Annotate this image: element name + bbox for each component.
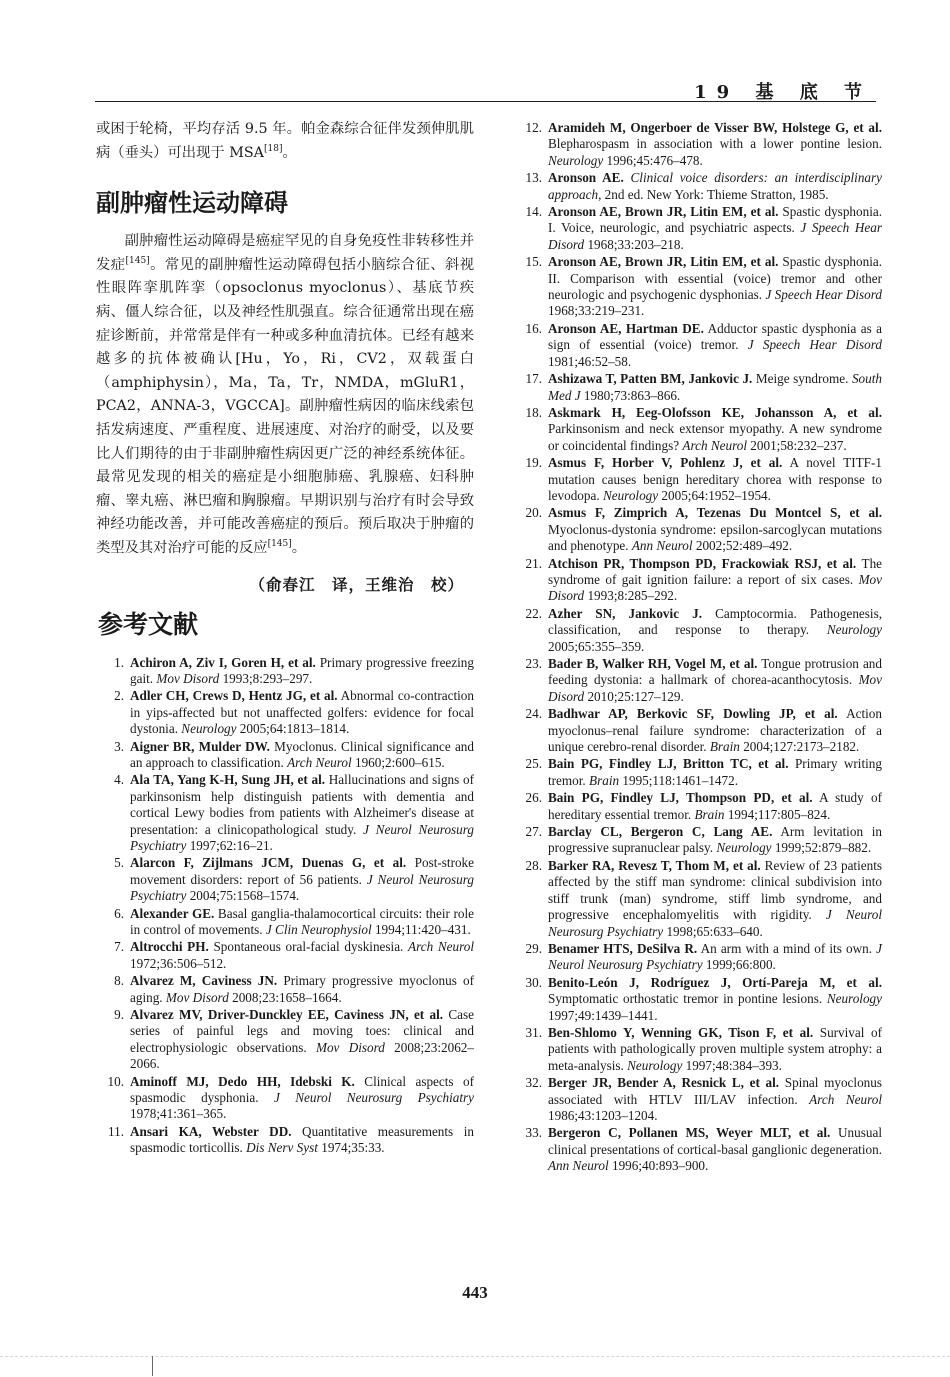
reference-details: 1997;48:384–393. bbox=[682, 1057, 782, 1073]
reference-number: 32. bbox=[525, 1075, 542, 1091]
reference-authors: Alexander GE. bbox=[130, 905, 215, 921]
intro-paragraph bbox=[96, 118, 474, 165]
reference-item bbox=[514, 706, 882, 755]
reference-item bbox=[514, 204, 882, 253]
reference-number: 2. bbox=[114, 688, 124, 704]
reference-details: 2004;127:2173–2182. bbox=[739, 739, 860, 755]
reference-title: Myoclonus. Clinical significance and an approach to classification. bbox=[130, 738, 474, 770]
reference-details: 1974;35:33. bbox=[317, 1140, 385, 1156]
reference-details: 1999;66:800. bbox=[702, 957, 776, 973]
reference-number: 31. bbox=[525, 1024, 542, 1040]
reference-authors: Bain PG, Findley LJ, Britton TC, et al. bbox=[548, 756, 789, 772]
body-text-1: 副肿瘤性运动障碍是癌症罕见的自身免疫性非转移性并发症 bbox=[96, 233, 474, 273]
reference-title: Case series of painful legs and moving toes: clinical and electrophysiologic observations. bbox=[130, 1007, 474, 1055]
reference-authors: Bain PG, Findley LJ, Thompson PD, et al. bbox=[548, 790, 813, 806]
reference-item bbox=[514, 756, 882, 789]
reference-authors: Asmus F, Zimprich A, Tezenas Du Montcel S, et al. bbox=[548, 505, 882, 521]
reference-journal: Arch Neurol bbox=[809, 1091, 882, 1107]
reference-details: 1995;118:1461–1472. bbox=[619, 772, 739, 788]
header-rule bbox=[95, 101, 876, 102]
left-column bbox=[96, 118, 474, 1158]
reference-number: 14. bbox=[525, 204, 542, 220]
section-title: 副肿瘤性运动障碍 bbox=[96, 189, 288, 218]
reference-details: 2005;65:355–359. bbox=[548, 638, 645, 654]
reference-item bbox=[96, 772, 474, 854]
reference-item bbox=[514, 254, 882, 320]
reference-journal: J Neurol Neurosurg Psychiatry bbox=[273, 1090, 474, 1106]
reference-title: Spinal myoclonus associated with HTLV III/LAV infection. bbox=[548, 1075, 882, 1107]
reference-item bbox=[514, 858, 882, 940]
reference-details: 1981;46:52–58. bbox=[548, 353, 632, 369]
reference-title: Survival of patients with pathologically proven multiple system atrophy: a meta-analysis. bbox=[548, 1024, 882, 1073]
reference-title: Unusual clinical presentations of cortical-basal ganglionic degeneration. bbox=[548, 1125, 882, 1157]
reference-journal: Mov Disord bbox=[315, 1039, 385, 1055]
reference-authors: Bergeron C, Pollanen MS, Weyer MLT, et al. bbox=[548, 1125, 831, 1141]
reference-details: 1997;62:16–21. bbox=[186, 837, 273, 853]
reference-authors: Aronson AE. bbox=[548, 170, 624, 186]
reference-item bbox=[96, 688, 474, 737]
reference-title: Myoclonus-dystonia syndrome: epsilon-sarcoglycan mutations and phenotype. bbox=[548, 521, 882, 554]
reference-title: Basal ganglia-thalamocortical circuits: their role in control of movements. bbox=[130, 905, 475, 937]
reference-details: , 2nd ed. New York: Thieme Stratton, 1985. bbox=[598, 186, 829, 202]
reference-journal: J Neurol Neurosurg Psychiatry bbox=[548, 907, 882, 939]
reference-details: 1994;117:805–824. bbox=[724, 806, 831, 822]
reference-title: Parkinsonism and neck extensor myopathy. A new syndrome or coincidental findings? bbox=[548, 421, 882, 453]
reference-authors: Benito-León J, Rodríguez J, Ortí-Pareja M, et al. bbox=[548, 974, 882, 990]
reference-authors: Ansari KA, Webster DD. bbox=[130, 1123, 292, 1139]
reference-number: 28. bbox=[525, 857, 542, 873]
reference-item bbox=[514, 556, 882, 605]
reference-details: 1980;73:863–866. bbox=[580, 387, 681, 403]
right-column bbox=[514, 120, 882, 1176]
reference-number: 12. bbox=[525, 120, 542, 135]
reference-number: 22. bbox=[525, 605, 542, 621]
reference-journal: Neurology bbox=[602, 487, 659, 503]
reference-item bbox=[96, 973, 474, 1006]
reference-details: 1986;43:1203–1204. bbox=[548, 1107, 658, 1123]
reference-title: An arm with a mind of its own. bbox=[697, 940, 877, 956]
reference-list-right bbox=[514, 120, 882, 1175]
body-text-2: 。常见的副肿瘤性运动障碍包括小脑综合征、斜视性眼阵挛肌阵挛（opsoclonus myoclonus）、基底节疾病、僵人综合征，以及神经性肌强直。综合征通常出现在癌症诊断前，并常常是伴有一种或多种血清抗体。已经有越来越多的抗体被确认[Hu，Yo，Ri，CV2，双载蛋白（amphiphysin），Ma，Ta，Tr，NMDA，mGluR1，PCA2，ANNA-3，VGCCA]。副肿瘤性病因的临床线索包括发病速度、严重程度、进展速度、对治疗的耐受，以及要比人们期待的由于非副肿瘤性病因更广泛的神经系统体征。最常见发现的相关的癌症是小细胞肺癌、乳腺癌、妇科肿瘤、睾丸癌、淋巴瘤和胸腺瘤。早期识别与治疗有时会导致神经功能改善，并可能改善癌症的预后。预后取决于肿瘤的类型及其对治疗可能的反应 bbox=[96, 256, 474, 556]
reference-title: Spontaneous oral-facial dyskinesia. bbox=[208, 939, 409, 955]
reference-title: Spastic dysphonia. II. Comparison with essential (voice) tremor and other neurologic and psychogenic dysphonias. bbox=[548, 254, 883, 303]
reference-authors: Alvarez MV, Driver-Dunckley EE, Caviness JN, et al. bbox=[130, 1007, 444, 1023]
reference-details: 1993;8:285–292. bbox=[584, 588, 678, 604]
reference-item bbox=[514, 790, 882, 823]
reference-item bbox=[514, 656, 882, 705]
page-number: 443 bbox=[462, 1283, 488, 1302]
reference-journal: Mov Disord bbox=[548, 672, 882, 704]
reference-authors: Azher SN, Jankovic J. bbox=[548, 605, 703, 621]
reference-number: 23. bbox=[525, 656, 542, 671]
citation: [145] bbox=[267, 539, 292, 550]
reference-item bbox=[514, 405, 882, 454]
reference-number: 5. bbox=[114, 855, 124, 871]
reference-authors: Altrocchi PH. bbox=[130, 939, 209, 955]
reference-number: 25. bbox=[525, 756, 542, 772]
reference-journal: Ann Neurol bbox=[548, 1158, 609, 1174]
reference-item bbox=[514, 1025, 882, 1074]
reference-title: Tongue protrusion and feeding dystonia: a hallmark of chorea-acanthocytosis. bbox=[548, 656, 882, 688]
reference-title: Primary writing tremor. bbox=[548, 756, 882, 788]
reference-authors: Ala TA, Yang K-H, Sung JH, et al. bbox=[130, 772, 326, 788]
reference-journal: Ann Neurol bbox=[631, 538, 693, 554]
reference-title: Blepharospasm in association with a lower pontine lesion. bbox=[548, 136, 882, 152]
body-paragraph bbox=[96, 230, 474, 560]
reference-details: 1999;52:879–882. bbox=[771, 840, 872, 856]
reference-journal: Neurology bbox=[181, 721, 237, 737]
reference-details: 1996;40:893–900. bbox=[608, 1158, 709, 1174]
reference-journal: Dis Nerv Syst bbox=[246, 1140, 318, 1156]
reference-authors: Ben-Shlomo Y, Wenning GK, Tison F, et al. bbox=[548, 1024, 814, 1040]
reference-number: 18. bbox=[525, 404, 542, 420]
reference-item bbox=[514, 505, 882, 554]
reference-details: 1994;11:420–431. bbox=[371, 922, 471, 937]
footer-divider bbox=[0, 1356, 950, 1357]
reference-item bbox=[96, 855, 474, 904]
reference-number: 13. bbox=[525, 170, 542, 186]
reference-title: Meige syndrome. bbox=[752, 371, 852, 387]
reference-number: 30. bbox=[525, 974, 542, 990]
reference-details: 1972;36:506–512. bbox=[130, 955, 227, 971]
reference-journal: J Clin Neurophysiol bbox=[265, 922, 372, 937]
reference-authors: Barker RA, Revesz T, Thom M, et al. bbox=[548, 857, 761, 873]
reference-authors: Benamer HTS, DeSilva R. bbox=[548, 940, 698, 956]
reference-number: 11. bbox=[108, 1123, 124, 1139]
reference-title: Adductor spastic dysphonia as a sign of essential (voice) tremor. bbox=[548, 320, 882, 353]
reference-details: 1993;8:293–297. bbox=[219, 670, 313, 686]
reference-list-left bbox=[96, 655, 474, 1157]
reference-journal: J Neurol Neurosurg Psychiatry bbox=[130, 821, 474, 853]
reference-number: 33. bbox=[525, 1125, 542, 1141]
reference-item bbox=[514, 371, 882, 404]
reference-title: Quantitative measurements in spasmodic torticollis. bbox=[130, 1123, 474, 1156]
reference-title: Symptomatic orthostatic tremor in pontine lesions. bbox=[548, 991, 827, 1007]
reference-number: 20. bbox=[525, 505, 542, 521]
reference-authors: Barclay CL, Bergeron C, Lang AE. bbox=[548, 824, 773, 840]
reference-authors: Adler CH, Crews D, Hentz JG, et al. bbox=[130, 688, 338, 704]
body-end: 。 bbox=[291, 539, 307, 556]
reference-journal: Mov Disord bbox=[548, 571, 882, 604]
reference-title: Review of 23 patients affected by the stiff man syndrome: clinical subdivision into stiff trunk (man) syndrome, stiff limb syndrome, and progressive encephalomyelitis with rigidity. bbox=[548, 857, 882, 923]
reference-title: Spastic dysphonia. I. Voice, neurologic, and psychiatric aspects. bbox=[548, 204, 883, 236]
reference-number: 8. bbox=[114, 973, 124, 989]
reference-number: 19. bbox=[525, 455, 542, 471]
reference-journal: Brain bbox=[589, 772, 620, 788]
reference-journal: Neurology bbox=[548, 152, 604, 168]
reference-item bbox=[96, 739, 474, 772]
reference-item bbox=[96, 906, 474, 939]
reference-item bbox=[96, 655, 474, 688]
reference-title: Abnormal co-contraction in yips-affected but not unaffected golfers: evidence for focal dystonia. bbox=[130, 688, 474, 737]
reference-journal: Arch Neurol bbox=[408, 939, 474, 955]
reference-authors: Aronson AE, Brown JR, Litin EM, et al. bbox=[548, 204, 779, 220]
reference-item bbox=[514, 824, 882, 857]
reference-number: 4. bbox=[114, 772, 124, 788]
translator-credit: （俞春江 译，王维治 校） bbox=[249, 574, 464, 594]
reference-number: 29. bbox=[525, 940, 542, 956]
reference-title: Post-stroke movement disorders: report of 56 patients. bbox=[130, 855, 475, 887]
reference-item bbox=[514, 606, 882, 655]
reference-number: 16. bbox=[525, 320, 542, 336]
reference-title: Primary progressive freezing gait. bbox=[130, 654, 474, 686]
intro-end: 。 bbox=[282, 144, 297, 161]
reference-journal: J Speech Hear Disord bbox=[765, 287, 882, 303]
reference-details: 2008;23:1658–1664. bbox=[228, 989, 342, 1005]
reference-number: 17. bbox=[525, 371, 542, 387]
reference-authors: Asmus F, Horber V, Pohlenz J, et al. bbox=[548, 455, 783, 471]
reference-number: 21. bbox=[525, 555, 542, 571]
reference-details: 2001;58:232–237. bbox=[747, 437, 847, 453]
reference-item bbox=[96, 1007, 474, 1073]
reference-number: 7. bbox=[114, 939, 124, 955]
reference-journal: Mov Disord bbox=[156, 670, 220, 686]
reference-details: 1998;65:633–640. bbox=[663, 923, 763, 939]
reference-journal: Neurology bbox=[826, 991, 882, 1007]
reference-item bbox=[514, 321, 882, 370]
reference-item bbox=[514, 1075, 882, 1124]
reference-authors: Aigner BR, Mulder DW. bbox=[130, 738, 270, 754]
reference-item bbox=[514, 975, 882, 1024]
reference-details: 2010;25:127–129. bbox=[584, 688, 684, 704]
reference-title: Primary progressive myoclonus of aging. bbox=[130, 973, 474, 1005]
reference-authors: Ashizawa T, Patten BM, Jankovic J. bbox=[548, 371, 753, 387]
reference-journal: Arch Neurol bbox=[682, 437, 747, 453]
reference-item bbox=[514, 941, 882, 974]
reference-journal: Brain bbox=[694, 806, 725, 822]
reference-details: 2005;64:1952–1954. bbox=[658, 487, 771, 503]
reference-details: 1996;45:476–478. bbox=[603, 152, 703, 168]
reference-authors: Bader B, Walker RH, Vogel M, et al. bbox=[548, 656, 758, 671]
reference-authors: Aramideh M, Ongerboer de Visser BW, Holstege G, et al. bbox=[548, 120, 882, 135]
reference-title: The syndrome of gait ignition failure: a report of six cases. bbox=[548, 555, 883, 587]
reference-details: 1997;49:1439–1441. bbox=[548, 1007, 658, 1023]
reference-journal: South Med J bbox=[548, 371, 882, 403]
reference-details: 1968;33:219–231. bbox=[548, 303, 645, 319]
reference-authors: Atchison PR, Thompson PD, Frackowiak RSJ, et al. bbox=[548, 555, 857, 571]
reference-authors: Aronson AE, Brown JR, Litin EM, et al. bbox=[548, 254, 779, 270]
reference-item bbox=[96, 939, 474, 972]
reference-number: 27. bbox=[525, 824, 542, 840]
reference-number: 10. bbox=[107, 1073, 124, 1089]
reference-title: Arm levitation in progressive supranuclear palsy. bbox=[548, 824, 882, 856]
reference-number: 26. bbox=[525, 790, 542, 806]
reference-journal: Neurology bbox=[826, 622, 882, 638]
reference-number: 9. bbox=[114, 1007, 124, 1023]
reference-authors: Achiron A, Ziv I, Goren H, et al. bbox=[130, 654, 316, 670]
reference-title: A novel TITF-1 mutation causes benign hereditary chorea with response to levodopa. bbox=[548, 455, 883, 503]
reference-details: 2004;75:1568–1574. bbox=[186, 888, 300, 904]
reference-journal: J Neurol Neurosurg Psychiatry bbox=[548, 940, 882, 973]
reference-authors: Askmark H, Eeg-Olofsson KE, Johansson A, et al. bbox=[548, 404, 882, 420]
reference-item bbox=[514, 120, 882, 169]
running-header: 19 基 底 节 bbox=[694, 82, 872, 103]
reference-authors: Alarcon F, Zijlmans JCM, Duenas G, et al. bbox=[130, 855, 407, 871]
reference-journal: Neurology bbox=[627, 1057, 683, 1073]
reference-authors: Berger JR, Bender A, Resnick L, et al. bbox=[548, 1075, 780, 1091]
intro-text: 或困于轮椅，平均存活 9.5 年。帕金森综合征伴发颈伸肌肌病（垂头）可出现于 MSA bbox=[96, 121, 474, 161]
reference-details: 1978;41:361–365. bbox=[130, 1106, 227, 1122]
reference-details: 2008;23:2062–2066. bbox=[130, 1039, 474, 1072]
reference-authors: Aronson AE, Hartman DE. bbox=[548, 320, 704, 336]
reference-number: 6. bbox=[114, 905, 124, 921]
reference-item bbox=[96, 1124, 474, 1157]
reference-number: 24. bbox=[525, 706, 542, 722]
reference-item bbox=[96, 1074, 474, 1123]
reference-number: 15. bbox=[525, 254, 542, 270]
citation: [145] bbox=[125, 256, 150, 267]
reference-details: 1960;2:600–615. bbox=[351, 754, 445, 770]
reference-journal: Clinical voice disorders: an interdisciplinary approach bbox=[548, 170, 883, 202]
references-title: 参考文献 bbox=[98, 609, 199, 639]
reference-title: Clinical aspects of spasmodic dysphonia. bbox=[130, 1073, 474, 1106]
reference-journal: Brain bbox=[709, 739, 740, 755]
reference-item bbox=[514, 455, 882, 504]
reference-authors: Aminoff MJ, Dedo HH, Idebski K. bbox=[130, 1073, 355, 1089]
reference-journal: J Speech Hear Disord bbox=[548, 220, 883, 252]
reference-journal: Mov Disord bbox=[165, 989, 229, 1005]
reference-journal: Arch Neurol bbox=[287, 754, 352, 770]
reference-details: 2002;52:489–492. bbox=[692, 538, 793, 554]
reference-title: A study of hereditary essential tremor. bbox=[548, 790, 882, 822]
reference-item bbox=[514, 1125, 882, 1174]
reference-title: Camptocormia. Pathogenesis, classification, and response to therapy. bbox=[548, 605, 882, 638]
reference-title: Action myoclonus–renal failure syndrome: characterization of a unique cerebro-renal disorder. bbox=[548, 706, 882, 755]
reference-details: 2005;64:1813–1814. bbox=[236, 721, 350, 737]
footer-mark bbox=[152, 1356, 153, 1376]
reference-title: Hallucinations and signs of parkinsonism help distinguish patients with dementia and cortical Lewy bodies from patients with Alzheimer's disease at presentation: a clinicopathological study. bbox=[130, 772, 474, 837]
reference-journal: J Neurol Neurosurg Psychiatry bbox=[130, 871, 475, 904]
reference-journal: Neurology bbox=[716, 840, 772, 856]
reference-item bbox=[514, 170, 882, 203]
reference-number: 1. bbox=[114, 654, 124, 670]
reference-details: 1968;33:203–218. bbox=[584, 236, 684, 252]
reference-number: 3. bbox=[114, 738, 124, 754]
reference-authors: Alvarez M, Caviness JN. bbox=[130, 973, 278, 989]
reference-authors: Badhwar AP, Berkovic SF, Dowling JP, et al. bbox=[548, 706, 838, 722]
citation: [18] bbox=[263, 143, 283, 154]
reference-journal: J Speech Hear Disord bbox=[747, 337, 882, 353]
